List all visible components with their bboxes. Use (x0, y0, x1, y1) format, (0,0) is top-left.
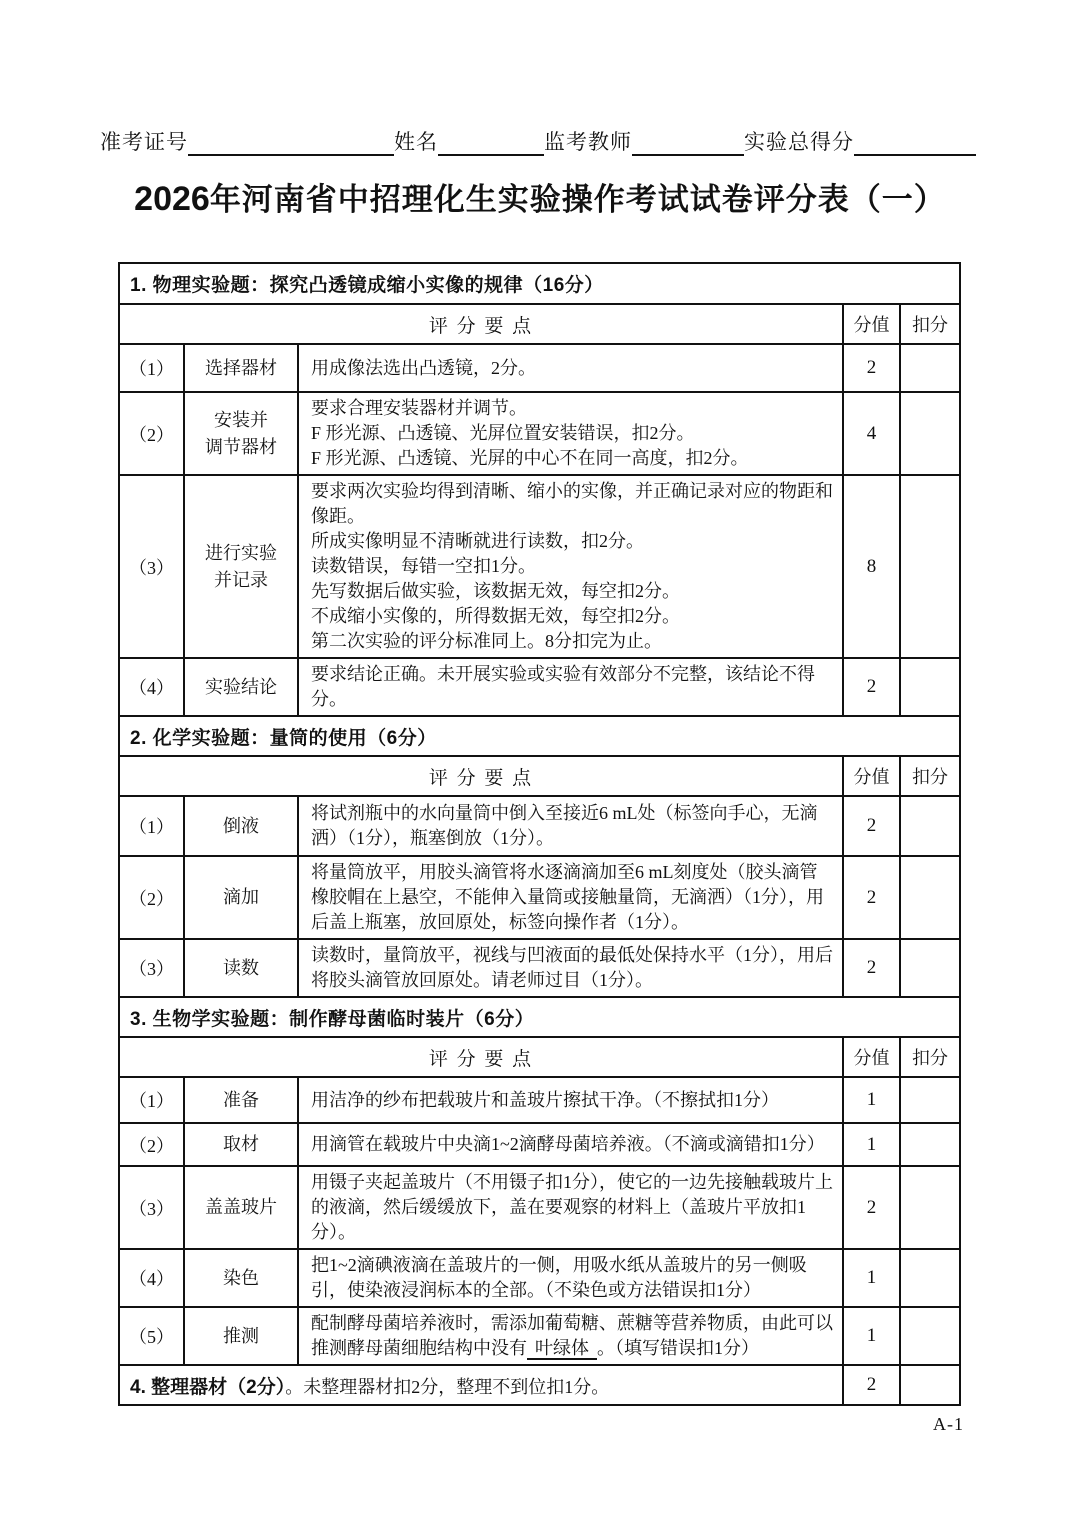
criteria-text: 先写数据后做实验，该数据无效，每空扣2分。 (311, 581, 680, 601)
score-value-cell: 1 (843, 1077, 900, 1123)
step-name-cell (184, 1307, 298, 1365)
row-number-cell: （2） (119, 392, 184, 475)
step-name-cell (184, 1123, 298, 1166)
criteria-text: 用滴管在载玻片中央滴1~2滴酵母菌培养液。（不滴或滴错扣1分） (311, 1134, 825, 1154)
step-name: 选择器材 (205, 357, 277, 378)
table-row (119, 796, 960, 856)
step-name: 倒液 (223, 815, 259, 836)
section-header-chemistry (119, 716, 960, 756)
name-blank-line (438, 128, 544, 156)
table-row (119, 658, 960, 716)
table-row (119, 475, 960, 658)
deduction-cell (900, 1166, 960, 1249)
column-header-row (119, 1037, 960, 1077)
table-row (119, 939, 960, 997)
table-row (119, 1077, 960, 1123)
criteria-cell (298, 658, 843, 716)
section-header-physics (119, 263, 960, 304)
criteria-text: 将量筒放平，用胶头滴管将水逐滴滴加至6 mL刻度处（胶头滴管橡胶帽在上悬空，不能伸入量筒或接触量筒，无滴洒）（1分），用后盖上瓶塞，放回原处，标签向操作者（1分）。 (311, 862, 824, 932)
cleanup-title: 4. 整理器材（2分） (130, 1376, 286, 1398)
row-number-cell: （2） (119, 1123, 184, 1166)
step-name: 读数 (223, 957, 259, 978)
column-header-row (119, 756, 960, 796)
criteria-cell (298, 856, 843, 939)
criteria-text: 用成像法选出凸透镜，2分。 (311, 357, 536, 378)
section-title: 2. 化学实验题：量筒的使用（6分） (119, 716, 960, 756)
step-name-cell (184, 939, 298, 997)
column-header-row (119, 304, 960, 344)
section-header-biology (119, 997, 960, 1037)
step-name: 染色 (223, 1267, 259, 1288)
criteria-text: 将试剂瓶中的水向量筒中倒入至接近6 mL处（标签向手心，无滴洒）（1分），瓶塞倒放（1分）。 (311, 803, 818, 848)
deduction-cell (900, 796, 960, 856)
step-name: 盖盖玻片 (205, 1197, 277, 1217)
section-cleanup-row (119, 1365, 960, 1405)
criteria-text: 要求合理安装器材并调节。 (311, 398, 527, 418)
step-name: 滴加 (223, 887, 259, 907)
total-score-blank-line (854, 128, 976, 156)
deduction-cell (900, 856, 960, 939)
column-header-points: 评 分 要 点 (119, 756, 843, 796)
criteria-text: 用洁净的纱布把载玻片和盖玻片擦拭干净。（不擦拭扣1分） (311, 1089, 779, 1110)
score-value-cell: 2 (843, 856, 900, 939)
criteria-text: 读数错误，每错一空扣1分。 (311, 556, 536, 576)
page-title (0, 174, 1080, 219)
criteria-cell (298, 392, 843, 475)
score-value-cell: 4 (843, 392, 900, 475)
criteria-text: 所成实像明显不清晰就进行读数，扣2分。 (311, 531, 644, 551)
column-header-value: 分值 (843, 304, 900, 344)
criteria-text: 配制酵母菌培养液时，需添加葡萄糖、蔗糖等营养物质，由此可以推测酵母菌细胞结构中没有 (311, 1313, 833, 1358)
step-name-cell (184, 658, 298, 716)
row-number-cell: （2） (119, 856, 184, 939)
step-name-cell (184, 1249, 298, 1307)
score-value-cell: 2 (843, 796, 900, 856)
criteria-text: 第二次实验的评分标准同上。8分扣完为止。 (311, 631, 662, 651)
row-number-cell: （4） (119, 658, 184, 716)
score-value-cell: 2 (843, 658, 900, 716)
table-row (119, 1166, 960, 1249)
deduction-cell (900, 475, 960, 658)
deduction-cell (900, 1077, 960, 1123)
table-row (119, 1123, 960, 1166)
column-header-points: 评 分 要 点 (119, 304, 843, 344)
row-number-cell: （4） (119, 1249, 184, 1307)
step-name-cell (184, 344, 298, 392)
criteria-cell (298, 1077, 843, 1123)
admission-ticket-label: 准考证号 (100, 130, 188, 154)
table-row (119, 344, 960, 392)
criteria-cell (298, 939, 843, 997)
row-number-cell: （3） (119, 1166, 184, 1249)
cleanup-text: 。未整理器材扣2分，整理不到位扣1分。 (285, 1376, 610, 1397)
criteria-text: 用镊子夹起盖玻片（不用镊子扣1分），使它的一边先接触载玻片上的液滴，然后缓缓放下，盖在要观察的材料上（盖玻片平放扣1分）。 (311, 1172, 833, 1242)
step-name-cell (184, 475, 298, 658)
score-value-cell: 2 (843, 1365, 900, 1405)
title-text: 年河南省中招理化生实验操作考试试卷评分表（一） (209, 182, 946, 217)
step-name: 安装并 (214, 409, 268, 430)
score-value-cell: 8 (843, 475, 900, 658)
criteria-cell (298, 1307, 843, 1365)
step-name: 准备 (223, 1089, 259, 1110)
criteria-text: 把1~2滴碘液滴在盖玻片的一侧，用吸水纸从盖玻片的另一侧吸引，使染液浸润标本的全部。（不染色或方法错误扣1分） (311, 1255, 807, 1300)
section-title: 3. 生物学实验题：制作酵母菌临时装片（6分） (119, 997, 960, 1037)
score-value-cell: 2 (843, 939, 900, 997)
row-number-cell: （1） (119, 344, 184, 392)
table-row (119, 392, 960, 475)
proctor-blank-line (632, 128, 744, 156)
candidate-info-row (100, 126, 976, 156)
criteria-cell (298, 796, 843, 856)
score-value-cell: 2 (843, 344, 900, 392)
deduction-cell (900, 658, 960, 716)
table-row (119, 1307, 960, 1365)
criteria-text: 。（填写错误扣1分） (597, 1338, 759, 1358)
table-row (119, 1249, 960, 1307)
deduction-cell (900, 1249, 960, 1307)
proctor-label: 监考教师 (544, 130, 632, 154)
step-name: 推测 (223, 1325, 259, 1346)
criteria-text: 不成缩小实像的，所得数据无效，每空扣2分。 (311, 606, 680, 626)
page-number: A-1 (933, 1414, 964, 1434)
title-year: 2026 (134, 180, 210, 218)
row-number-cell: （3） (119, 939, 184, 997)
score-value-cell: 2 (843, 1166, 900, 1249)
deduction-cell (900, 392, 960, 475)
row-number-cell: （1） (119, 796, 184, 856)
step-name: 取材 (223, 1134, 259, 1154)
fill-in-answer: 叶绿体 (527, 1338, 597, 1360)
deduction-cell (900, 939, 960, 997)
step-name-cell (184, 856, 298, 939)
criteria-cell (298, 1123, 843, 1166)
criteria-cell (298, 475, 843, 658)
criteria-text: F 形光源、凸透镜、光屏的中心不在同一高度，扣2分。 (311, 448, 749, 468)
total-score-label: 实验总得分 (744, 130, 854, 154)
scoring-table (118, 262, 961, 1406)
column-header-deduction: 扣分 (900, 756, 960, 796)
criteria-text: 要求结论正确。未开展实验或实验有效部分不完整，该结论不得分。 (311, 664, 815, 709)
row-number-cell: （5） (119, 1307, 184, 1365)
admission-ticket-blank-line (188, 128, 394, 156)
criteria-text: 读数时，量筒放平，视线与凹液面的最低处保持水平（1分），用后将胶头滴管放回原处。请老师过目（1分）。 (311, 945, 833, 990)
criteria-text: 要求两次实验均得到清晰、缩小的实像，并正确记录对应的物距和像距。 (311, 481, 833, 526)
step-name: 并记录 (214, 569, 268, 590)
column-header-value: 分值 (843, 756, 900, 796)
name-label: 姓名 (394, 130, 438, 154)
deduction-cell (900, 1123, 960, 1166)
column-header-value: 分值 (843, 1037, 900, 1077)
criteria-cell (298, 344, 843, 392)
section-title: 1. 物理实验题：探究凸透镜成缩小实像的规律（16分） (119, 263, 960, 304)
column-header-deduction: 扣分 (900, 1037, 960, 1077)
row-number-cell: （3） (119, 475, 184, 658)
score-value-cell: 1 (843, 1123, 900, 1166)
column-header-deduction: 扣分 (900, 304, 960, 344)
criteria-text: F 形光源、凸透镜、光屏位置安装错误，扣2分。 (311, 423, 695, 443)
deduction-cell (900, 344, 960, 392)
criteria-cell (298, 1249, 843, 1307)
step-name: 调节器材 (205, 436, 277, 457)
step-name: 实验结论 (205, 676, 277, 697)
score-value-cell: 1 (843, 1307, 900, 1365)
cleanup-criteria-cell (119, 1365, 843, 1405)
score-value-cell: 1 (843, 1249, 900, 1307)
row-number-cell: （1） (119, 1077, 184, 1123)
criteria-cell (298, 1166, 843, 1249)
step-name-cell (184, 796, 298, 856)
column-header-points: 评 分 要 点 (119, 1037, 843, 1077)
deduction-cell (900, 1307, 960, 1365)
table-row (119, 856, 960, 939)
step-name: 进行实验 (205, 542, 277, 563)
deduction-cell (900, 1365, 960, 1405)
step-name-cell (184, 1166, 298, 1249)
step-name-cell (184, 1077, 298, 1123)
step-name-cell (184, 392, 298, 475)
